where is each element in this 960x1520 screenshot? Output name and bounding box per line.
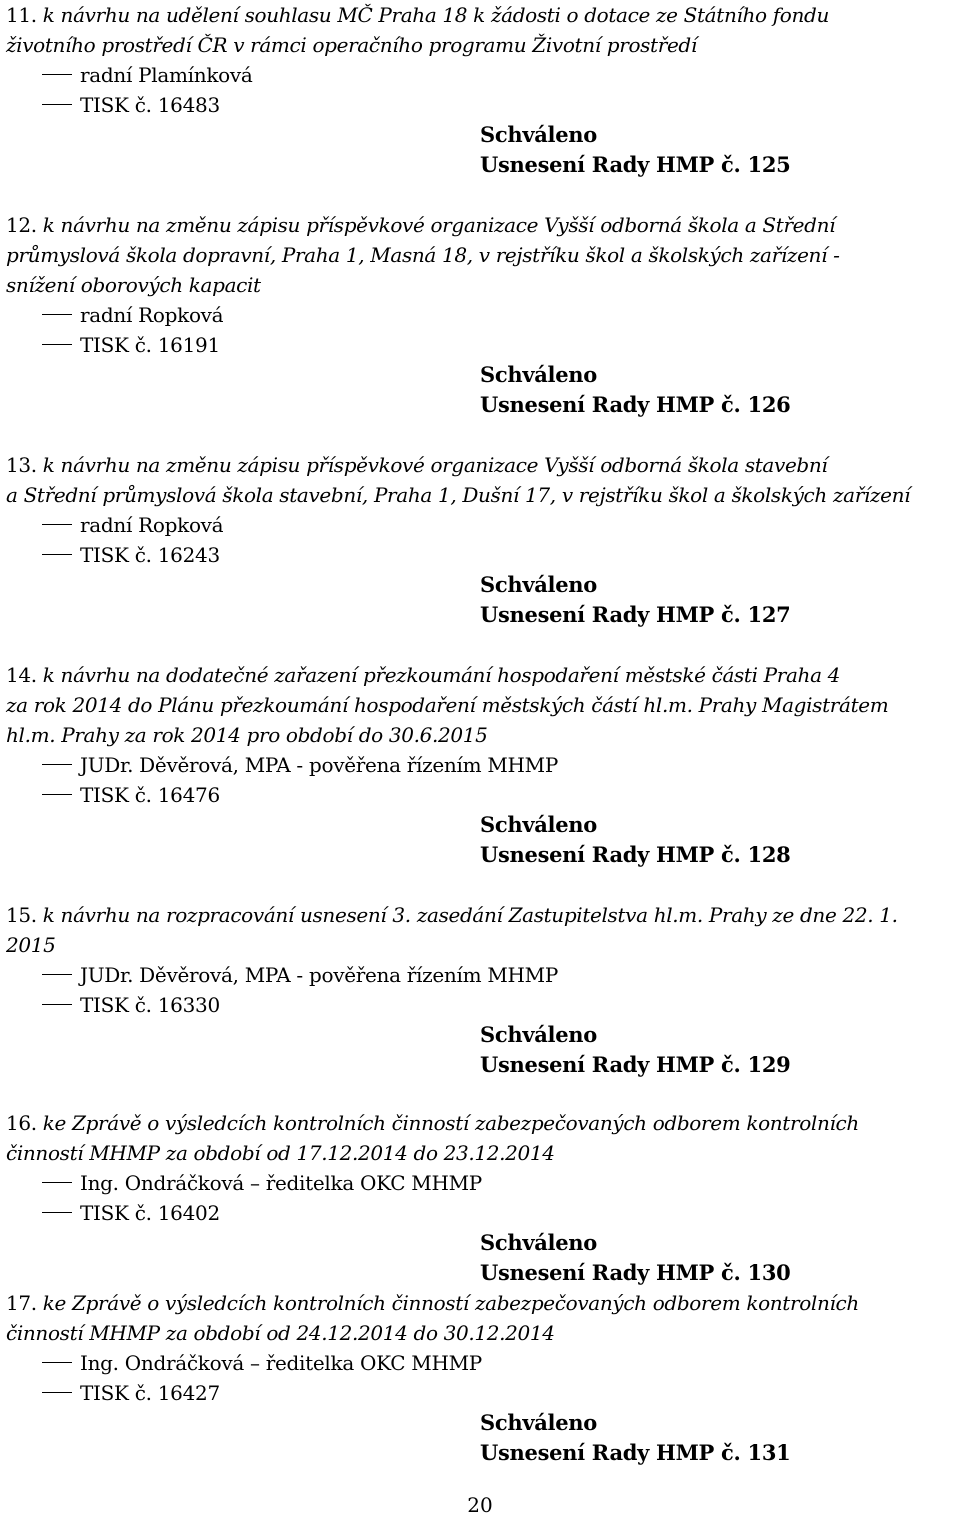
tisk-number: TISK č. 16402: [80, 1201, 220, 1225]
dash-bullet: [42, 104, 72, 105]
presenter: JUDr. Děvěrová, MPA - pověřena řízením MHMP: [80, 963, 558, 987]
presenter: radní Ropková: [80, 513, 224, 537]
item-title: [6, 1108, 956, 1168]
resolution-number: Usnesení Rady HMP č. 131: [480, 1440, 791, 1465]
dash-bullet: [42, 974, 72, 975]
item-title: [6, 1288, 956, 1348]
tisk-line: [6, 1198, 956, 1228]
resolution-number: Usnesení Rady HMP č. 127: [480, 602, 791, 627]
dash-bullet: [42, 74, 72, 75]
item-title: [6, 450, 956, 510]
status-approved: Schváleno: [480, 122, 597, 147]
status-approved: Schváleno: [480, 1022, 597, 1047]
tisk-line: [6, 330, 956, 360]
page-number: 20: [467, 1493, 493, 1517]
item-title: [6, 900, 956, 960]
item-number: 15.: [6, 903, 37, 927]
presenter: radní Plamínková: [80, 63, 253, 87]
item-number: 16.: [6, 1111, 37, 1135]
item-number: 11.: [6, 3, 37, 27]
status-approved: Schváleno: [480, 572, 597, 597]
tisk-number: TISK č. 16191: [80, 333, 220, 357]
status-approved: Schváleno: [480, 362, 597, 387]
item-title-text: ke Zprávě o výsledcích kontrolních činností zabezpečovaných odborem kontrolních činností MHMP za období od 17.12.2014 do 23.12.2014: [6, 1111, 859, 1165]
dash-bullet: [42, 1212, 72, 1213]
presenter-line: [6, 1168, 956, 1198]
status-approved: Schváleno: [480, 1230, 597, 1255]
item-title: [6, 660, 956, 750]
agenda-item-15: [6, 900, 956, 1080]
tisk-number: TISK č. 16330: [80, 993, 220, 1017]
item-number: 17.: [6, 1291, 37, 1315]
dash-bullet: [42, 1004, 72, 1005]
tisk-number: TISK č. 16427: [80, 1381, 220, 1405]
resolution-number: Usnesení Rady HMP č. 129: [480, 1052, 791, 1077]
presenter-line: [6, 750, 956, 780]
tisk-line: [6, 1378, 956, 1408]
presenter-line: [6, 960, 956, 990]
item-title-text: k návrhu na rozpracování usnesení 3. zasedání Zastupitelstva hl.m. Prahy ze dne 22. 1. 2015: [6, 903, 898, 957]
resolution-number: Usnesení Rady HMP č. 130: [480, 1260, 791, 1285]
tisk-line: [6, 780, 956, 810]
resolution-number: Usnesení Rady HMP č. 126: [480, 392, 791, 417]
dash-bullet: [42, 764, 72, 765]
item-title-text: k návrhu na změnu zápisu příspěvkové organizace Vyšší odborná škola stavební a Střední průmyslová škola stavební, Praha 1, Dušní 17, v rejstříku škol a školských zařízení: [6, 453, 911, 507]
tisk-line: [6, 90, 956, 120]
dash-bullet: [42, 794, 72, 795]
tisk-number: TISK č. 16243: [80, 543, 220, 567]
presenter-line: [6, 510, 956, 540]
item-number: 13.: [6, 453, 37, 477]
agenda-item-14: [6, 660, 956, 870]
item-title-text: k návrhu na dodatečné zařazení přezkoumání hospodaření městské části Praha 4 za rok 2014 do Plánu přezkoumání hospodaření městských částí hl.m. Prahy Magistrátem hl.m. Prahy za rok 2014 pro období do 30.6.2015: [6, 663, 889, 747]
item-title: [6, 0, 956, 60]
dash-bullet: [42, 1392, 72, 1393]
dash-bullet: [42, 1182, 72, 1183]
agenda-item-16: [6, 1108, 956, 1288]
presenter: Ing. Ondráčková – ředitelka OKC MHMP: [80, 1351, 482, 1375]
dash-bullet: [42, 314, 72, 315]
status-approved: Schváleno: [480, 1410, 597, 1435]
presenter: Ing. Ondráčková – ředitelka OKC MHMP: [80, 1171, 482, 1195]
presenter-line: [6, 300, 956, 330]
agenda-item-17: [6, 1288, 956, 1468]
item-title-text: k návrhu na změnu zápisu příspěvkové organizace Vyšší odborná škola a Střední průmyslová škola dopravní, Praha 1, Masná 18, v rejstříku škol a školských zařízení - snížení oborových kapacit: [6, 213, 840, 297]
dash-bullet: [42, 524, 72, 525]
tisk-line: [6, 540, 956, 570]
dash-bullet: [42, 344, 72, 345]
tisk-number: TISK č. 16476: [80, 783, 220, 807]
item-title-text: k návrhu na udělení souhlasu MČ Praha 18 k žádosti o dotace ze Státního fondu životního prostředí ČR v rámci operačního programu Životní prostředí: [6, 3, 830, 57]
status-approved: Schváleno: [480, 812, 597, 837]
item-title-text: ke Zprávě o výsledcích kontrolních činností zabezpečovaných odborem kontrolních činností MHMP za období od 24.12.2014 do 30.12.2014: [6, 1291, 859, 1345]
presenter: JUDr. Děvěrová, MPA - pověřena řízením MHMP: [80, 753, 558, 777]
presenter-line: [6, 1348, 956, 1378]
item-number: 12.: [6, 213, 37, 237]
resolution-number: Usnesení Rady HMP č. 125: [480, 152, 791, 177]
presenter-line: [6, 60, 956, 90]
dash-bullet: [42, 1362, 72, 1363]
resolution-number: Usnesení Rady HMP č. 128: [480, 842, 791, 867]
dash-bullet: [42, 554, 72, 555]
agenda-item-13: [6, 450, 956, 630]
agenda-item-11: [6, 0, 956, 180]
tisk-line: [6, 990, 956, 1020]
item-title: [6, 210, 956, 300]
agenda-item-12: [6, 210, 956, 420]
item-number: 14.: [6, 663, 37, 687]
presenter: radní Ropková: [80, 303, 224, 327]
tisk-number: TISK č. 16483: [80, 93, 220, 117]
